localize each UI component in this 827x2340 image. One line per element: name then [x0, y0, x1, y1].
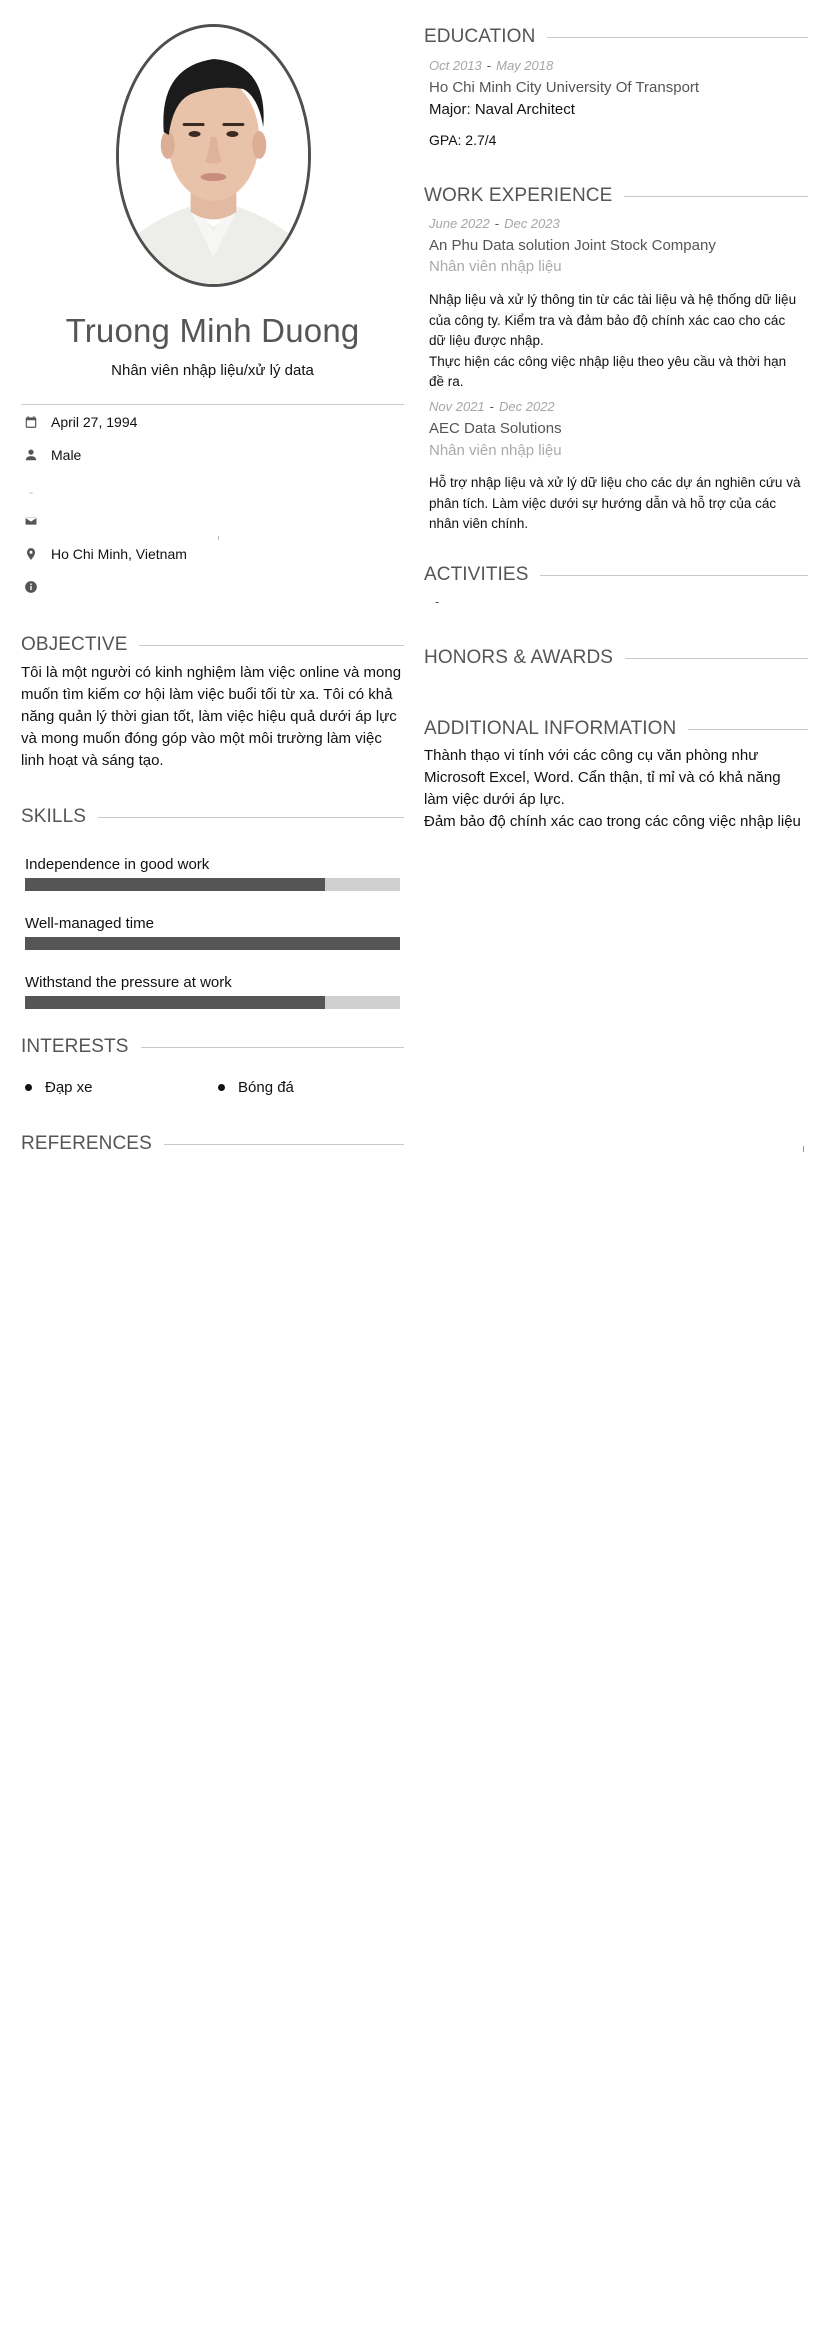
- objective-header: [21, 634, 404, 656]
- additional-info-line: Đảm bảo độ chính xác cao trong các công việc nhập liệu: [424, 813, 801, 830]
- info-icon: [24, 580, 38, 594]
- skill-bar: [25, 878, 400, 891]
- birthday-value: April 27, 1994: [51, 414, 138, 430]
- references-title: REFERENCES: [21, 1133, 152, 1154]
- honors-awards-title: HONORS & AWARDS: [424, 647, 614, 668]
- additional-info-title: ADDITIONAL INFORMATION: [424, 718, 677, 739]
- section-divider: [625, 658, 808, 659]
- skill-label: Withstand the pressure at work: [25, 974, 232, 991]
- portrait-image: [119, 27, 308, 284]
- envelope-icon: [24, 514, 38, 528]
- objective-text: Tôi là một người có kinh nghiệm làm việc online và mong muốn tìm kiếm cơ hội làm việc buổi tối từ xa. Tôi có khả năng quản lý thời gian tốt, làm việc hiệu quả dưới áp lực và mong muốn đóng góp vào một môi trường làm việc linh hoạt và sáng tạo.: [21, 664, 402, 769]
- additional-info-line: Thành thạo vi tính với các công cụ văn phòng như Microsoft Excel, Word. Cẩn thận, tỉ mỉ và có khả năng làm việc dưới áp lực.: [424, 747, 781, 808]
- skill-bar: [25, 937, 400, 950]
- section-divider: [540, 575, 808, 576]
- references-header: [21, 1133, 404, 1155]
- skills-header: [21, 806, 404, 828]
- section-divider: [98, 817, 404, 818]
- end-date: Dec 2023: [504, 216, 560, 231]
- skill-item: [25, 973, 400, 1009]
- start-date: June 2022: [429, 216, 490, 231]
- contact-email: [21, 509, 404, 533]
- skill-label: Independence in good work: [25, 856, 210, 873]
- contact-address: [21, 542, 404, 566]
- interests-header: [21, 1036, 404, 1058]
- section-divider: [141, 1047, 404, 1048]
- skill-item: [25, 914, 400, 950]
- education-major: Major: Naval Architect: [429, 101, 575, 118]
- section-divider: [624, 196, 808, 197]
- description-line: Thực hiện các công việc nhập liệu theo yêu cầu và thời hạn đề ra.: [429, 353, 787, 389]
- work-experience-header: [424, 185, 808, 207]
- date-separator: -: [494, 216, 500, 231]
- job-dates: [429, 216, 560, 231]
- candidate-name: Truong Minh Duong: [65, 312, 360, 349]
- skill-bar-fill: [25, 996, 325, 1009]
- end-date: Dec 2022: [499, 399, 555, 414]
- skill-label: Well-managed time: [25, 915, 154, 932]
- phone-icon: [24, 481, 38, 495]
- section-divider: [139, 645, 404, 646]
- description-line: Hỗ trợ nhập liệu và xử lý dữ liệu cho các dự án nghiên cứu và phân tích. Làm việc dưới sự hướng dẫn và hỗ trợ của các nhân viên chính.: [429, 475, 801, 531]
- honors-awards-header: [424, 647, 808, 669]
- description-line: Nhập liệu và xử lý thông tin từ các tài liệu và hệ thống dữ liệu của công ty. Kiểm tra và đảm bảo độ chính xác cao cho các dữ liệu được nhập.: [429, 292, 797, 348]
- bullet-icon: [218, 1084, 225, 1091]
- tick-mark: [218, 536, 219, 540]
- interest-label: Đạp xe: [45, 1079, 93, 1096]
- education-dates: [429, 58, 553, 73]
- date-separator: -: [489, 399, 494, 414]
- section-divider: [688, 729, 808, 730]
- start-date: Oct 2013: [429, 58, 482, 73]
- activity-item: -: [435, 594, 440, 609]
- school-name: Ho Chi Minh City University Of Transport: [429, 79, 700, 96]
- skill-bar-fill: [25, 878, 325, 891]
- interest-label: Bóng đá: [238, 1079, 294, 1096]
- job-description: [429, 473, 804, 535]
- start-date: Nov 2021: [429, 399, 485, 414]
- skill-bar: [25, 996, 400, 1009]
- objective-title: OBJECTIVE: [21, 634, 128, 655]
- end-date: May 2018: [496, 58, 554, 73]
- education-header: [424, 26, 808, 48]
- section-divider: [164, 1144, 404, 1145]
- education-title: EDUCATION: [424, 26, 536, 47]
- profile-photo: [116, 24, 311, 287]
- company-name: An Phu Data solution Joint Stock Company: [429, 237, 716, 254]
- activities-header: [424, 564, 808, 586]
- section-divider: [547, 37, 808, 38]
- interest-item: [25, 1079, 93, 1096]
- date-separator: -: [486, 58, 492, 73]
- work-experience-title: WORK EXPERIENCE: [424, 185, 613, 206]
- job-dates: [429, 399, 555, 414]
- candidate-job-title: Nhân viên nhập liệu/xử lý data: [111, 362, 314, 379]
- company-name: AEC Data Solutions: [429, 420, 562, 437]
- tick-mark: [803, 1146, 804, 1152]
- contact-phone: [21, 476, 404, 500]
- additional-info-text: [424, 745, 808, 833]
- activities-title: ACTIVITIES: [424, 564, 529, 585]
- contact-gender: [21, 443, 404, 467]
- job-position: Nhân viên nhập liệu: [429, 442, 562, 459]
- job-description: [429, 290, 804, 393]
- contact-website: [21, 575, 404, 599]
- address-value: Ho Chi Minh, Vietnam: [51, 546, 187, 562]
- bullet-icon: [25, 1084, 32, 1091]
- contact-birthday: [21, 410, 404, 434]
- interests-title: INTERESTS: [21, 1036, 129, 1057]
- location-pin-icon: [24, 547, 38, 561]
- calendar-icon: [24, 415, 38, 429]
- skill-item: [25, 855, 400, 891]
- person-icon: [24, 448, 38, 462]
- interest-item: [218, 1079, 294, 1096]
- skills-title: SKILLS: [21, 806, 87, 827]
- additional-info-header: [424, 718, 808, 740]
- job-position: Nhân viên nhập liệu: [429, 258, 562, 275]
- contact-divider: [21, 404, 404, 405]
- skill-bar-fill: [25, 937, 400, 950]
- gender-value: Male: [51, 447, 82, 463]
- education-gpa: GPA: 2.7/4: [429, 132, 497, 148]
- avatar: [116, 24, 311, 287]
